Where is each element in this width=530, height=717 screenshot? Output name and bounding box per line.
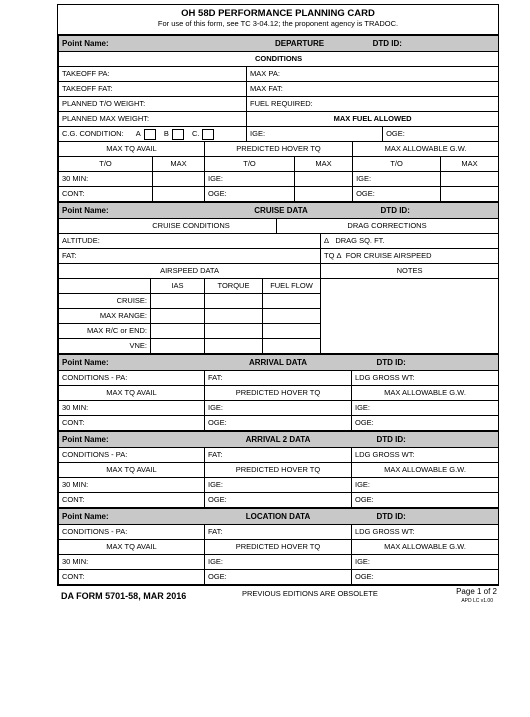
point-name-label: Point Name:: [59, 509, 205, 525]
dtd-id-label: DTD ID:: [353, 36, 499, 52]
arrival2-conditions-pa-field[interactable]: CONDITIONS - PA:: [59, 448, 205, 463]
dtd-id-label: DTD ID:: [352, 355, 499, 371]
departure-ige-field[interactable]: IGE:: [247, 127, 383, 142]
hover-max-header: MAX: [295, 157, 353, 172]
takeoff-pa-field[interactable]: TAKEOFF PA:: [59, 67, 247, 82]
max-range-ias-field[interactable]: [151, 309, 205, 324]
location-max-tq-header: MAX TQ AVAIL: [59, 540, 205, 555]
arrival2-30min-field[interactable]: 30 MIN:: [59, 478, 205, 493]
takeoff-fat-field[interactable]: TAKEOFF FAT:: [59, 82, 247, 97]
arrival2-hover-tq-header: PREDICTED HOVER TQ: [205, 463, 352, 478]
max-range-fuel-flow-field[interactable]: [263, 309, 321, 324]
arrival-oge-field[interactable]: OGE:: [205, 416, 352, 431]
arrival-cont-field[interactable]: CONT:: [59, 416, 205, 431]
form-footer: [57, 589, 497, 609]
tq-delta-label: TQ Δ: [324, 251, 342, 260]
arrival-ldg-gross-wt-field[interactable]: LDG GROSS WT:: [352, 371, 499, 386]
drag-sq-ft-field[interactable]: [321, 234, 499, 249]
point-name-label: Point Name:: [59, 355, 205, 371]
form-header: [58, 5, 498, 35]
vne-ias-field[interactable]: [151, 339, 205, 354]
arrival2-gw-header: MAX ALLOWABLE G.W.: [352, 463, 499, 478]
cruise-section-header: [59, 203, 499, 219]
departure-hover-ige-field[interactable]: IGE:: [205, 172, 295, 187]
cruise-title: CRUISE DATA: [205, 203, 321, 219]
cruise-table: [58, 202, 499, 354]
departure-30min-field[interactable]: 30 MIN:: [59, 172, 153, 187]
max-fat-field[interactable]: MAX FAT:: [247, 82, 499, 97]
departure-hover-ige-max-field[interactable]: [295, 172, 353, 187]
vne-row-label: VNE:: [59, 339, 151, 354]
drag-corrections-label: DRAG CORRECTIONS: [276, 219, 321, 233]
fuel-required-field[interactable]: FUEL REQUIRED:: [247, 97, 499, 112]
arrival-gw-ige-field[interactable]: IGE:: [352, 401, 499, 416]
cruise-row-label: CRUISE:: [59, 294, 151, 309]
page-number: Page 1 of 2: [456, 587, 497, 596]
point-name-label: Point Name:: [59, 432, 205, 448]
altitude-field[interactable]: [59, 234, 321, 249]
tq-max-header: MAX: [153, 157, 205, 172]
departure-hover-oge-max-field[interactable]: [295, 187, 353, 202]
hover-to-header: T/O: [205, 157, 295, 172]
gw-max-header: MAX: [441, 157, 499, 172]
departure-section-header: [59, 36, 499, 52]
cruise-conditions-label: CRUISE CONDITIONS: [152, 221, 230, 230]
cg-c-label: C.: [191, 129, 200, 138]
gw-to-header: T/O: [353, 157, 441, 172]
cg-b-label: B: [163, 129, 169, 138]
arrival-table: [58, 354, 499, 431]
tq-delta-field[interactable]: [321, 249, 499, 264]
planned-to-weight-field[interactable]: PLANNED T/O WEIGHT:: [59, 97, 247, 112]
cg-condition-row: [59, 127, 247, 142]
location-title: LOCATION DATA: [205, 509, 352, 525]
max-allow-gw-header: MAX ALLOWABLE G.W.: [353, 142, 499, 157]
location-table: [58, 508, 499, 585]
arrival2-gw-oge-field[interactable]: OGE:: [352, 493, 499, 508]
departure-30min-max-field[interactable]: [153, 172, 205, 187]
max-rc-ias-field[interactable]: [151, 324, 205, 339]
max-rc-torque-field[interactable]: [205, 324, 263, 339]
arrival-gw-oge-field[interactable]: OGE:: [352, 416, 499, 431]
arrival2-max-tq-header: MAX TQ AVAIL: [59, 463, 205, 478]
arrival2-gw-ige-field[interactable]: IGE:: [352, 478, 499, 493]
point-name-label: Point Name:: [59, 203, 205, 219]
arrival-ige-field[interactable]: IGE:: [205, 401, 352, 416]
performance-planning-card: [57, 4, 499, 586]
arrival2-title: ARRIVAL 2 DATA: [205, 432, 352, 448]
arrival-title: ARRIVAL DATA: [205, 355, 352, 371]
ias-header: IAS: [151, 279, 205, 294]
cruise-fuel-flow-field[interactable]: [263, 294, 321, 309]
arrival2-cont-field[interactable]: CONT:: [59, 493, 205, 508]
for-cruise-airspeed-label: FOR CRUISE AIRSPEED: [345, 251, 432, 260]
cg-b-checkbox[interactable]: [172, 129, 184, 140]
location-conditions-pa-field[interactable]: CONDITIONS - PA:: [59, 525, 205, 540]
delta-icon: Δ: [324, 236, 330, 245]
arrival-conditions-pa-field[interactable]: CONDITIONS - PA:: [59, 371, 205, 386]
vne-fuel-flow-field[interactable]: [263, 339, 321, 354]
departure-hover-oge-field[interactable]: OGE:: [205, 187, 295, 202]
departure-gw-oge-max-field[interactable]: [441, 187, 499, 202]
departure-gw-oge-field[interactable]: OGE:: [353, 187, 441, 202]
dtd-id-label: DTD ID:: [352, 432, 499, 448]
airspeed-data-header: AIRSPEED DATA: [59, 264, 321, 279]
pred-hover-tq-header: PREDICTED HOVER TQ: [205, 142, 353, 157]
form-title: OH 58D PERFORMANCE PLANNING CARD: [181, 8, 375, 19]
form-id: DA FORM 5701-58, MAR 2016: [61, 591, 187, 601]
form-subtitle: For use of this form, see TC 3-04.12; the proponent agency is TRADOC.: [157, 19, 399, 28]
cruise-fat-field[interactable]: FAT:: [59, 249, 321, 264]
departure-cont-max-field[interactable]: [153, 187, 205, 202]
location-30min-field[interactable]: 30 MIN:: [59, 555, 205, 570]
cg-a-checkbox[interactable]: [144, 129, 156, 140]
location-ldg-gross-wt-field[interactable]: LDG GROSS WT:: [352, 525, 499, 540]
cruise-torque-field[interactable]: [205, 294, 263, 309]
arrival-fat-field[interactable]: FAT:: [205, 371, 352, 386]
altitude-label: ALTITUDE:: [62, 236, 100, 245]
max-fuel-allowed-label: MAX FUEL ALLOWED: [247, 112, 499, 127]
drag-sq-ft-label: DRAG SQ. FT.: [335, 236, 385, 245]
torque-header: TORQUE: [205, 279, 263, 294]
departure-table: [58, 35, 499, 202]
cg-a-label: A: [135, 129, 141, 138]
version-label: APD LC v1.00: [461, 598, 493, 604]
location-fat-field[interactable]: FAT:: [205, 525, 352, 540]
notes-header: NOTES: [321, 264, 499, 279]
max-tq-avail-header: MAX TQ AVAIL: [59, 142, 205, 157]
arrival2-ige-field[interactable]: IGE:: [205, 478, 352, 493]
arrival2-section-header: [59, 432, 499, 448]
location-section-header: [59, 509, 499, 525]
arrival-hover-tq-header: PREDICTED HOVER TQ: [205, 386, 352, 401]
departure-title: DEPARTURE: [247, 36, 353, 52]
planned-max-weight-field[interactable]: PLANNED MAX WEIGHT:: [59, 112, 247, 127]
arrival-gw-header: MAX ALLOWABLE G.W.: [352, 386, 499, 401]
fuel-flow-header: FUEL FLOW: [263, 279, 321, 294]
location-hover-tq-header: PREDICTED HOVER TQ: [205, 540, 352, 555]
arrival2-oge-field[interactable]: OGE:: [205, 493, 352, 508]
departure-cont-field[interactable]: CONT:: [59, 187, 153, 202]
location-ige-field[interactable]: IGE:: [205, 555, 352, 570]
location-gw-header: MAX ALLOWABLE G.W.: [352, 540, 499, 555]
cg-condition-label: C.G. CONDITION:: [62, 129, 124, 138]
max-pa-field[interactable]: MAX PA:: [247, 67, 499, 82]
vne-torque-field[interactable]: [205, 339, 263, 354]
arrival2-ldg-gross-wt-field[interactable]: LDG GROSS WT:: [352, 448, 499, 463]
location-gw-oge-field[interactable]: OGE:: [352, 570, 499, 585]
departure-gw-ige-field[interactable]: IGE:: [353, 172, 441, 187]
location-cont-field[interactable]: CONT:: [59, 570, 205, 585]
dtd-id-label: DTD ID:: [321, 203, 499, 219]
arrival2-table: [58, 431, 499, 508]
arrival-max-tq-header: MAX TQ AVAIL: [59, 386, 205, 401]
cruise-conditions-header: [59, 219, 427, 234]
arrival-section-header: [59, 355, 499, 371]
max-range-row-label: MAX RANGE:: [59, 309, 151, 324]
arrival2-fat-field[interactable]: FAT:: [205, 448, 352, 463]
dtd-id-label: DTD ID:: [352, 509, 499, 525]
notes-field[interactable]: [321, 279, 499, 354]
arrival-30min-field[interactable]: 30 MIN:: [59, 401, 205, 416]
editions-note: PREVIOUS EDITIONS ARE OBSOLETE: [242, 589, 378, 598]
departure-gw-ige-max-field[interactable]: [441, 172, 499, 187]
max-rc-row-label: MAX R/C or END:: [59, 324, 151, 339]
location-gw-ige-field[interactable]: IGE:: [352, 555, 499, 570]
point-name-label: Point Name:: [59, 36, 247, 52]
max-rc-fuel-flow-field[interactable]: [263, 324, 321, 339]
cg-c-checkbox[interactable]: [202, 129, 214, 140]
cruise-ias-field[interactable]: [151, 294, 205, 309]
max-range-torque-field[interactable]: [205, 309, 263, 324]
airspeed-blank-header: [59, 279, 151, 294]
conditions-label: CONDITIONS: [59, 52, 499, 67]
location-oge-field[interactable]: OGE:: [205, 570, 352, 585]
tq-to-header: T/O: [59, 157, 153, 172]
departure-oge-field[interactable]: OGE:: [383, 127, 499, 142]
